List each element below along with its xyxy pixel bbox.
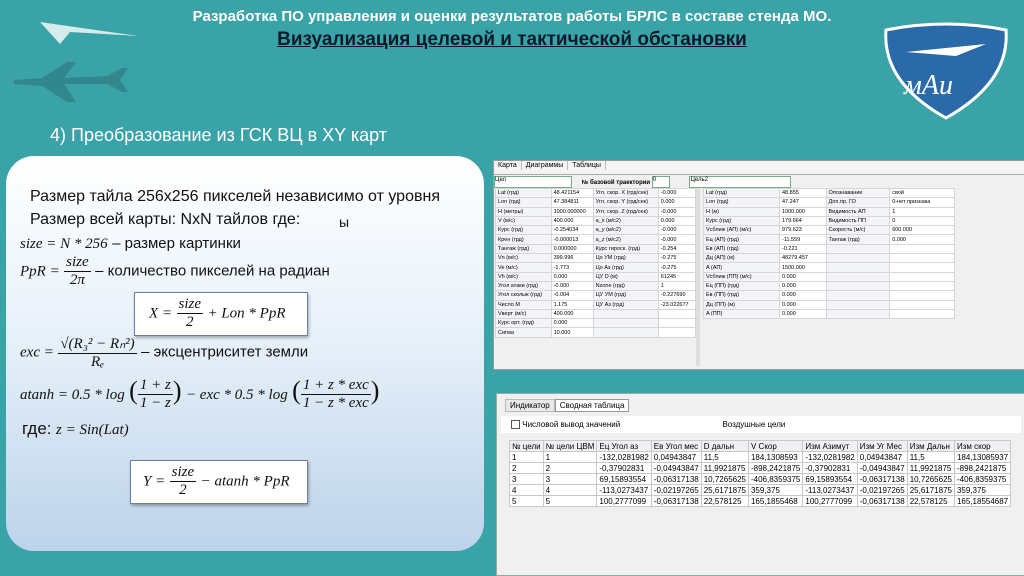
table-cell[interactable]: Видимость ПП — [826, 216, 890, 225]
table-row[interactable] — [496, 319, 696, 328]
table-cell[interactable]: -0,06317138 — [651, 474, 701, 485]
where-label: где: — [22, 419, 52, 438]
table-row[interactable] — [704, 189, 955, 198]
table-cell[interactable]: Угл. скор. X (грд/сек) — [593, 189, 658, 198]
table-cell[interactable]: Eц Угол аз — [597, 441, 651, 452]
table-cell[interactable]: -406,8359375 — [954, 474, 1010, 485]
x-formula-box — [134, 292, 308, 336]
table-cell[interactable]: Дц (АП) (м) — [704, 254, 780, 263]
table-cell[interactable] — [658, 309, 695, 318]
table-cell[interactable]: Lon (грд) — [704, 198, 780, 207]
target-params-table — [703, 188, 955, 319]
atanh-num2: 1 + z * exc — [302, 377, 369, 394]
logo-text: мАи — [904, 70, 953, 101]
table-cell[interactable]: 184,13085937 — [954, 452, 1010, 463]
table-cell[interactable]: Eц (ПП) (грд) — [704, 281, 780, 290]
table-row[interactable] — [496, 207, 696, 216]
table-cell[interactable]: Курс орт. (грд) — [496, 319, 552, 328]
table-cell[interactable]: 10.000 — [551, 328, 593, 337]
table-cell[interactable]: Vh (м/с) — [496, 272, 552, 281]
table-cell[interactable] — [890, 300, 955, 309]
table-cell[interactable]: 0 — [890, 216, 955, 225]
table-cell[interactable]: свой — [890, 189, 955, 198]
table-cell[interactable]: 11,9921875 — [907, 463, 954, 474]
table-cell[interactable] — [826, 309, 890, 318]
table-header-row[interactable] — [510, 441, 1011, 452]
table-cell[interactable]: 47.384811 — [551, 198, 593, 207]
table-cell[interactable]: 359,375 — [748, 485, 802, 496]
table-cell[interactable]: -0.004 — [551, 291, 593, 300]
table-row[interactable] — [704, 309, 955, 318]
table-cell[interactable]: 11,5 — [701, 452, 748, 463]
tab-bar — [494, 161, 1024, 175]
table-cell[interactable]: Eв Угол мес — [651, 441, 701, 452]
table-cell[interactable]: -0,06317138 — [857, 496, 907, 507]
table-cell[interactable]: -0,02197265 — [857, 485, 907, 496]
table-cell[interactable]: ЦУ Аз (грд) — [593, 300, 658, 309]
table-cell[interactable]: Nzone (грд) — [593, 281, 658, 290]
table-cell[interactable]: Изм скор — [954, 441, 1010, 452]
table-cell[interactable]: 25,6171875 — [701, 485, 748, 496]
table-row[interactable] — [496, 328, 696, 337]
table-cell[interactable]: 1500.000 — [779, 263, 826, 272]
table-cell[interactable]: Цо Аз (грд) — [593, 263, 658, 272]
size-formula: size = N * 256 — [20, 236, 108, 252]
table-cell[interactable]: -132,0281982 — [803, 452, 857, 463]
table-cell[interactable]: Опознавание — [826, 189, 890, 198]
y-rhs: − atanh * PpR — [200, 473, 290, 490]
table-cell[interactable]: Lat (грд) — [704, 189, 780, 198]
table-cell[interactable]: 22,578125 — [907, 496, 954, 507]
table-cell[interactable]: 184,1308593 — [748, 452, 802, 463]
trajectory-input[interactable]: 0 — [652, 176, 670, 188]
x-numerator: size — [178, 296, 201, 312]
table-cell[interactable]: 1000.000 — [779, 207, 826, 216]
table-cell[interactable]: Изм Азимут — [803, 441, 857, 452]
table-cell[interactable]: Угл. скор. Y (грд/сек) — [593, 198, 658, 207]
table-cell[interactable] — [826, 281, 890, 290]
table-cell[interactable] — [826, 244, 890, 253]
section-title: 4) Преобразование из ГСК ВЦ в XY карт — [50, 125, 387, 145]
table-cell[interactable]: 0.000 — [779, 291, 826, 300]
table-cell[interactable]: Изм Уг Мес — [857, 441, 907, 452]
table-cell[interactable]: Цо УМ (грд) — [593, 254, 658, 263]
table-cell[interactable]: Число M — [496, 300, 552, 309]
table-cell[interactable]: Угол скольж (грд) — [496, 291, 552, 300]
table-row[interactable] — [496, 281, 696, 290]
table-cell[interactable] — [826, 300, 890, 309]
table-cell[interactable]: Vn (м/с) — [496, 254, 552, 263]
table-cell[interactable]: 22,578125 — [701, 496, 748, 507]
table-row[interactable] — [704, 235, 955, 244]
table-cell[interactable]: Видимость АП — [826, 207, 890, 216]
table-row[interactable] — [496, 309, 696, 318]
stray-char: ы — [339, 214, 350, 230]
table-cell[interactable]: a_x (м/с2) — [593, 216, 658, 225]
table-cell[interactable] — [890, 272, 955, 281]
table-cell[interactable] — [890, 281, 955, 290]
table-cell[interactable]: 3 — [510, 474, 544, 485]
atanh-lhs: atanh = 0.5 * log — [20, 387, 125, 403]
checkbox-label: Числовой вывод значений — [522, 420, 621, 429]
table-cell[interactable]: 11,5 — [907, 452, 954, 463]
table-cell[interactable]: A (АП) — [704, 263, 780, 272]
table-cell[interactable]: -11.559 — [779, 235, 826, 244]
table-cell[interactable]: -0.000 — [658, 189, 695, 198]
x-denominator: 2 — [186, 314, 194, 330]
table-cell[interactable]: Lon (грд) — [496, 198, 552, 207]
table-cell[interactable]: Ve (м/с) — [496, 263, 552, 272]
table-cell[interactable]: 48.855 — [779, 189, 826, 198]
table-cell[interactable]: 0-нет признака — [890, 198, 955, 207]
table-cell[interactable]: Eв (ПП) (грд) — [704, 291, 780, 300]
table-cell[interactable]: Дц (ПП) (м) — [704, 300, 780, 309]
table-cell[interactable]: -898,2421875 — [748, 463, 802, 474]
table-cell[interactable]: Сигма — [496, 328, 552, 337]
table-cell[interactable]: -113,0273437 — [803, 485, 857, 496]
target-select-right[interactable]: Цель2 — [689, 176, 791, 188]
table-cell[interactable]: 0.000 — [779, 309, 826, 318]
table-cell[interactable]: Крен (грд) — [496, 235, 552, 244]
table-cell[interactable]: 100,2777099 — [803, 496, 857, 507]
table-cell[interactable]: 179.664 — [779, 216, 826, 225]
table-row[interactable] — [510, 463, 1011, 474]
table-cell[interactable]: Угол атаки (грд) — [496, 281, 552, 290]
table-cell[interactable]: 2 — [510, 463, 544, 474]
table-cell[interactable]: 10,7265625 — [907, 474, 954, 485]
table-cell[interactable]: -0,06317138 — [857, 474, 907, 485]
table-cell[interactable]: № цели — [510, 441, 544, 452]
table-cell[interactable]: Угл. скор. Z (грд/сек) — [593, 207, 658, 216]
table-row[interactable] — [704, 300, 955, 309]
table-cell[interactable]: V (м/с) — [496, 216, 552, 225]
table-cell[interactable]: 1 — [890, 207, 955, 216]
table-cell[interactable] — [593, 309, 658, 318]
table-cell[interactable]: 1 — [543, 452, 597, 463]
table-cell[interactable]: Vсближ (ПП) (м/с) — [704, 272, 780, 281]
ppr-denominator: 2π — [69, 272, 85, 288]
table-row[interactable] — [704, 207, 955, 216]
table-row[interactable] — [704, 216, 955, 225]
table-cell[interactable]: H (метры) — [496, 207, 552, 216]
table-cell[interactable]: -0.254 — [658, 244, 695, 253]
table-row[interactable] — [496, 300, 696, 309]
table-cell[interactable]: -406,8359375 — [748, 474, 802, 485]
table-cell[interactable]: Курс гироск. (грд) — [593, 244, 658, 253]
table-cell[interactable]: Изм Дальн — [907, 441, 954, 452]
table-cell[interactable]: -0.000 — [658, 207, 695, 216]
table-cell[interactable]: -23.022677 — [658, 300, 695, 309]
table-cell[interactable]: -0.000013 — [551, 235, 593, 244]
table-cell[interactable]: № цели ЦВМ — [543, 441, 597, 452]
table-cell[interactable]: -0,04943847 — [651, 463, 701, 474]
table-row[interactable] — [496, 235, 696, 244]
table-row[interactable] — [496, 226, 696, 235]
table-cell[interactable]: a_y (м/с2) — [593, 226, 658, 235]
table-cell[interactable]: V Скор — [748, 441, 802, 452]
exc-denominator: Rₑ — [90, 354, 105, 370]
table-cell[interactable]: H (м) — [704, 207, 780, 216]
table-cell[interactable]: -113,0273437 — [597, 485, 651, 496]
table-cell[interactable] — [593, 328, 658, 337]
header-subtitle: Визуализация целевой и тактической обстановки — [277, 29, 747, 50]
atanh-den2: 1 − z * exc — [302, 395, 369, 412]
telemetry-window — [493, 160, 1024, 370]
table-cell[interactable]: 0,04943847 — [651, 452, 701, 463]
table-cell[interactable]: 0.000 — [779, 281, 826, 290]
table-cell[interactable]: 1 — [658, 281, 695, 290]
table-cell[interactable]: 3 — [543, 474, 597, 485]
table-cell[interactable]: 0.000 — [551, 272, 593, 281]
table-row[interactable] — [496, 198, 696, 207]
table-cell[interactable]: a_z (м/с2) — [593, 235, 658, 244]
table-cell[interactable]: ЦУ D (м) — [593, 272, 658, 281]
table-cell[interactable]: 400.000 — [551, 216, 593, 225]
table-row[interactable] — [704, 281, 955, 290]
table-row[interactable] — [704, 254, 955, 263]
table-cell[interactable]: -0,04943847 — [857, 463, 907, 474]
table-cell[interactable]: Курс (грд) — [496, 226, 552, 235]
table-cell[interactable] — [826, 263, 890, 272]
table-cell[interactable]: 1 — [510, 452, 544, 463]
table-cell[interactable]: Тангаж (грд) — [826, 235, 890, 244]
table-cell[interactable] — [826, 254, 890, 263]
table-cell[interactable]: -0,02197265 — [651, 485, 701, 496]
trajectory-label: № базовой траектории — [581, 179, 651, 186]
table-cell[interactable]: 48.421154 — [551, 189, 593, 198]
table-cell[interactable]: -0,37902831 — [803, 463, 857, 474]
table-cell[interactable]: 165,18554687 — [954, 496, 1010, 507]
tab-tables[interactable]: Таблицы — [568, 161, 606, 170]
atanh-num1: 1 + z — [139, 377, 171, 394]
tab-summary-table[interactable]: Сводная таблица — [555, 399, 630, 412]
table-cell[interactable]: 61245 — [658, 272, 695, 281]
table-cell[interactable]: Eв (АП) (грд) — [704, 244, 780, 253]
table-cell[interactable]: Vсближ (АП) (м/с) — [704, 226, 780, 235]
table-cell[interactable]: 47.247 — [779, 198, 826, 207]
map-size-text: Размер всей карты: NxN тайлов где: — [30, 211, 301, 228]
x-lhs: X = — [149, 305, 173, 322]
table-cell[interactable] — [658, 319, 695, 328]
table-cell[interactable]: -0,37902831 — [597, 463, 651, 474]
table-cell[interactable]: 0.000 — [658, 216, 695, 225]
table-cell[interactable]: 69,15893554 — [597, 474, 651, 485]
table-cell[interactable]: -0.254034 — [551, 226, 593, 235]
table-cell[interactable]: A (ПП) — [704, 309, 780, 318]
y-numerator: size — [171, 464, 195, 480]
tab-indicator[interactable]: Индикатор — [505, 399, 555, 412]
table-row[interactable] — [510, 485, 1011, 496]
formula-panel: Размер тайла 256x256 пикселей независимо от уровня Размер всей карты: NxN тайлов где: ы size = N * 256 – размер картинки PpR = $\frac{\text{size}}{2\pi}$ – количество пикселей на радиан X = $\frac{\text{size}}{2}$ + Lon * PpR exc = $\frac{\text{√(R₃² − Rₙ²)}}{\text{Rₑ}}$ – эксцентриситет земли atanh = 0.5 * log ( $\frac{1 + z}{1 - z}$ ) − exc * 0.5 * log ( $\frac{\text{1 + z * exc}}{\text{1 − z * exc}}$ ) где: z = Sin(Lat) Y = $\frac{\text{size}}{2}$ − atanh * PpR — [6, 156, 484, 551]
table-cell[interactable]: 4 — [543, 485, 597, 496]
plane-silhouette-icon — [12, 58, 132, 108]
table-cell[interactable]: Lat (грд) — [496, 189, 552, 198]
table-row[interactable] — [704, 244, 955, 253]
table-row[interactable] — [704, 226, 955, 235]
exc-desc: – эксцентриситет земли — [141, 343, 309, 361]
table-cell[interactable]: 2 — [543, 463, 597, 474]
table-cell[interactable]: -0.000 — [551, 281, 593, 290]
tab-diagrams[interactable]: Диаграммы — [522, 161, 569, 170]
summary-window — [496, 393, 1024, 576]
table-cell[interactable]: -0.227690 — [658, 291, 695, 300]
exc-numerator: √(R₃² − Rₙ²) — [60, 336, 135, 352]
table-cell[interactable]: 0.000 — [779, 300, 826, 309]
atanh-mid: − exc * 0.5 * log — [185, 387, 288, 403]
size-desc: – размер картинки — [112, 235, 241, 252]
ppr-desc: – количество пикселей на радиан — [95, 262, 330, 280]
tab-map[interactable]: Карта — [494, 161, 522, 170]
table-row[interactable] — [704, 198, 955, 207]
mai-logo — [876, 22, 1016, 120]
table-row[interactable] — [704, 272, 955, 281]
table-cell[interactable]: 69,15893554 — [803, 474, 857, 485]
table-cell[interactable]: 11,9921875 — [701, 463, 748, 474]
table-cell[interactable]: 0.000 — [779, 272, 826, 281]
table-row[interactable] — [510, 474, 1011, 485]
table-row[interactable] — [704, 291, 955, 300]
table-cell[interactable] — [826, 291, 890, 300]
table-cell[interactable]: -0.275 — [658, 263, 695, 272]
header-title: Разработка ПО управления и оценки результатов работы БРЛС в составе стенда МО. — [192, 8, 832, 25]
table-row[interactable] — [496, 272, 696, 281]
table-row[interactable] — [704, 263, 955, 272]
table-cell[interactable] — [658, 328, 695, 337]
table-cell[interactable]: Тангаж (грд) — [496, 244, 552, 253]
table-cell[interactable]: -0.000 — [658, 226, 695, 235]
ppr-numerator: size — [66, 254, 89, 270]
table-cell[interactable]: 10,7265625 — [701, 474, 748, 485]
aircraft-params-table — [495, 188, 696, 338]
table-cell[interactable]: 400.000 — [551, 309, 593, 318]
ppr-lhs: PpR = — [20, 263, 60, 280]
table-cell[interactable]: 0.000 — [658, 198, 695, 207]
table-row[interactable] — [496, 189, 696, 198]
table-cell[interactable]: 48279.457 — [779, 254, 826, 263]
where-expr: z = Sin(Lat) — [56, 422, 129, 438]
table-cell[interactable]: 600.000 — [890, 226, 955, 235]
table-cell[interactable]: 165,1855468 — [748, 496, 802, 507]
table-cell[interactable]: 979.623 — [779, 226, 826, 235]
x-rhs: + Lon * PpR — [207, 305, 286, 322]
atanh-den1: 1 − z — [139, 395, 171, 412]
target-select-left[interactable]: Цел — [494, 176, 572, 188]
table-cell[interactable]: 1000.000000 — [551, 207, 593, 216]
table-row[interactable] — [496, 263, 696, 272]
table-row[interactable] — [496, 254, 696, 263]
table-cell[interactable] — [890, 291, 955, 300]
table-cell[interactable]: 25,6171875 — [907, 485, 954, 496]
air-targets-table — [509, 440, 1011, 507]
table-cell[interactable]: 0.000 — [551, 319, 593, 328]
table-cell[interactable]: 1.175 — [551, 300, 593, 309]
table-cell[interactable]: D дальн — [701, 441, 748, 452]
table-cell[interactable] — [890, 244, 955, 253]
table-cell[interactable]: 0.000000 — [551, 244, 593, 253]
table-cell[interactable]: 0,04943847 — [857, 452, 907, 463]
y-formula-box — [130, 460, 308, 504]
table-cell[interactable]: 100,2777099 — [597, 496, 651, 507]
table-cell[interactable]: 5 — [543, 496, 597, 507]
table-cell[interactable]: 359,375 — [954, 485, 1010, 496]
table-cell[interactable] — [890, 309, 955, 318]
table-row[interactable] — [510, 496, 1011, 507]
table-cell[interactable] — [593, 319, 658, 328]
table-cell[interactable]: Курс (грд) — [704, 216, 780, 225]
table-cell[interactable]: 4 — [510, 485, 544, 496]
table-cell[interactable]: Eц (АП) (грд) — [704, 235, 780, 244]
tile-size-text: Размер тайла 256x256 пикселей независимо от уровня — [30, 188, 440, 205]
table-cell[interactable]: -898,2421875 — [954, 463, 1010, 474]
table-cell[interactable] — [890, 263, 955, 272]
y-denominator: 2 — [179, 482, 187, 498]
table-cell[interactable]: Скорость (м/с) — [826, 226, 890, 235]
table-cell[interactable]: Доп.пр. ГО — [826, 198, 890, 207]
table-cell[interactable]: 0.000 — [890, 235, 955, 244]
table-cell[interactable] — [826, 272, 890, 281]
scrollbar[interactable] — [696, 188, 700, 366]
table-cell[interactable]: -0.000 — [658, 235, 695, 244]
table-cell[interactable]: 399.996 — [551, 254, 593, 263]
table-cell[interactable]: -0,06317138 — [651, 496, 701, 507]
table-row[interactable] — [510, 452, 1011, 463]
exc-lhs: exc = — [20, 344, 54, 361]
table-row[interactable] — [496, 216, 696, 225]
table-cell[interactable]: -132,0281982 — [597, 452, 651, 463]
table-row[interactable] — [496, 291, 696, 300]
table-cell[interactable]: Vверт (м/с) — [496, 309, 552, 318]
table-row[interactable] — [496, 244, 696, 253]
numeric-output-checkbox[interactable] — [511, 420, 520, 429]
table-cell[interactable] — [890, 254, 955, 263]
table-cell[interactable]: ЦУ УМ (грд) — [593, 291, 658, 300]
table-cell[interactable]: 5 — [510, 496, 544, 507]
table-cell[interactable]: -0.275 — [658, 254, 695, 263]
air-targets-label: Воздушные цели — [722, 420, 786, 429]
y-lhs: Y = — [143, 473, 166, 490]
table-cell[interactable]: -1.773 — [551, 263, 593, 272]
table-cell[interactable]: -0.221 — [779, 244, 826, 253]
